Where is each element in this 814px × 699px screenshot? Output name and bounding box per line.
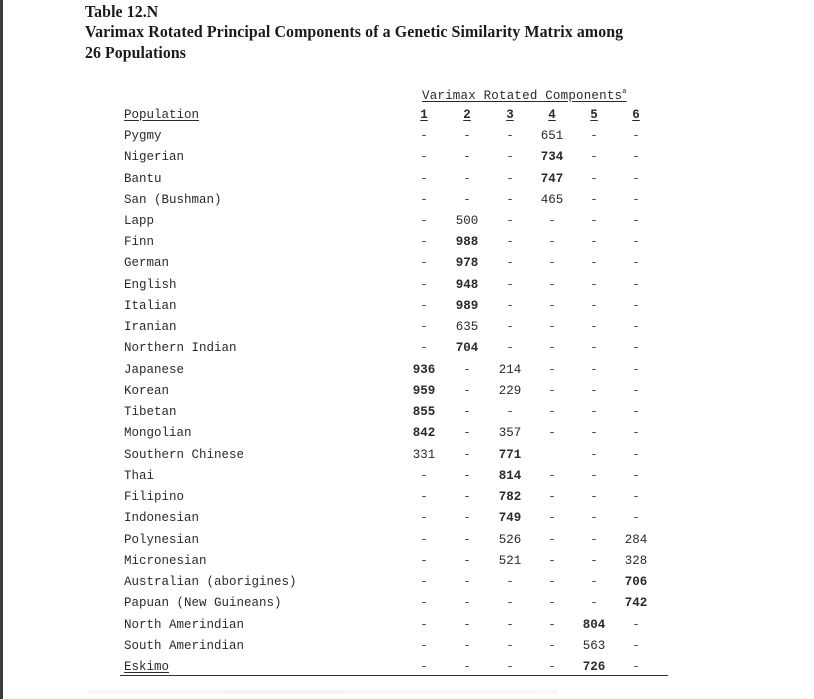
component-2-value: 500 <box>455 214 479 228</box>
component-2-value: - <box>463 405 471 420</box>
component-6-value: - <box>632 277 640 292</box>
component-6-value: - <box>632 490 640 505</box>
component-5-value: - <box>590 256 598 271</box>
component-3-value: 357 <box>498 426 522 441</box>
component-1-value: - <box>420 490 428 505</box>
component-6-value: - <box>632 617 640 632</box>
column-number-2: 2 <box>463 108 471 122</box>
component-1-value: - <box>420 277 428 292</box>
table-row <box>0 193 814 213</box>
component-2-value: 988 <box>455 235 479 250</box>
component-5-value: 726 <box>582 660 606 674</box>
component-1-value: - <box>420 596 428 611</box>
table-row <box>0 341 814 361</box>
column-number-6: 6 <box>632 108 640 122</box>
component-3-value: - <box>506 660 514 674</box>
component-3-value: - <box>506 235 514 250</box>
component-5-value: - <box>590 575 598 589</box>
component-1-value: 842 <box>412 426 436 441</box>
component-5-value: - <box>590 129 598 143</box>
component-1-value: - <box>420 511 428 526</box>
component-4-value: - <box>548 383 556 398</box>
component-5-value: - <box>590 277 598 292</box>
component-3-value: - <box>506 256 514 271</box>
component-6-value: - <box>632 638 640 653</box>
component-2-value: 704 <box>455 341 479 356</box>
table-row <box>0 554 814 574</box>
component-2-value: 948 <box>455 277 479 292</box>
component-1-value: - <box>420 660 428 674</box>
component-4-value: - <box>548 298 556 313</box>
component-5-value: - <box>590 383 598 398</box>
component-2-value: - <box>463 660 471 674</box>
component-4-value: - <box>548 638 556 653</box>
component-2-value: - <box>463 553 471 568</box>
component-1-value: - <box>420 214 428 228</box>
column-number-3: 3 <box>506 108 514 122</box>
component-1-value: - <box>420 150 428 165</box>
component-1-value: - <box>420 575 428 589</box>
component-5-value: - <box>590 532 598 547</box>
component-4-value: - <box>548 320 556 335</box>
component-5-value: 563 <box>582 638 606 653</box>
component-5-value: - <box>590 150 598 165</box>
table-row <box>0 575 814 595</box>
component-5-value: - <box>590 320 598 335</box>
component-5-value: - <box>590 192 598 207</box>
component-5-value: - <box>590 553 598 568</box>
component-4-value: - <box>548 214 556 228</box>
component-2-value: - <box>463 426 471 441</box>
component-5-value: - <box>590 490 598 505</box>
population-header: Population <box>124 108 200 122</box>
component-2-value: 635 <box>455 320 479 335</box>
component-1-value: - <box>420 298 428 313</box>
component-5-value: - <box>590 171 598 186</box>
table-row <box>0 490 814 510</box>
component-2-value: - <box>463 596 471 611</box>
table-row <box>0 448 814 468</box>
component-6-value: 706 <box>624 575 648 589</box>
component-3-value: - <box>506 638 514 653</box>
population-name: Korean <box>124 383 170 398</box>
population-name: San (Bushman) <box>124 192 222 207</box>
population-name: Papuan (New Guineans) <box>124 596 282 611</box>
component-2-value: - <box>463 575 471 589</box>
component-2-value: - <box>463 362 471 377</box>
population-name: Indonesian <box>124 511 200 526</box>
component-6-value: - <box>632 298 640 313</box>
table-row <box>0 596 814 616</box>
component-5-value: - <box>590 405 598 420</box>
table-row <box>0 256 814 276</box>
population-name: Bantu <box>124 171 162 186</box>
population-name: Pygmy <box>124 129 162 143</box>
population-name: Italian <box>124 298 177 313</box>
population-name: Mongolian <box>124 426 192 441</box>
component-4-value: - <box>548 532 556 547</box>
footnote-marker: a <box>622 88 627 96</box>
component-5-value: - <box>590 298 598 313</box>
component-6-value: - <box>632 214 640 228</box>
component-2-value: - <box>463 511 471 526</box>
component-1-value: - <box>420 235 428 250</box>
component-4-value: - <box>548 405 556 420</box>
component-3-value: - <box>506 277 514 292</box>
component-3-value: - <box>506 171 514 186</box>
component-2-value: - <box>463 468 471 483</box>
population-name: South Amerindian <box>124 638 245 653</box>
table-row <box>0 469 814 489</box>
component-2-value: - <box>463 171 471 186</box>
component-4-value: - <box>548 575 556 589</box>
component-4-value: 734 <box>540 150 564 165</box>
component-1-value: - <box>420 256 428 271</box>
population-name: German <box>124 256 170 271</box>
population-name: English <box>124 277 177 292</box>
table-row <box>0 320 814 340</box>
component-3-value: - <box>506 341 514 356</box>
component-2-value: - <box>463 447 471 462</box>
column-number-5: 5 <box>590 108 598 122</box>
component-1-value: - <box>420 532 428 547</box>
component-1-value: - <box>420 192 428 207</box>
table-row <box>0 214 814 234</box>
table-label: Table 12.N <box>85 2 159 21</box>
table-row <box>0 150 814 170</box>
population-name: Finn <box>124 235 155 250</box>
component-6-value: - <box>632 383 640 398</box>
component-2-value: - <box>463 192 471 207</box>
table-bottom-rule <box>120 675 668 676</box>
component-4-value: - <box>548 277 556 292</box>
component-5-value: - <box>590 511 598 526</box>
table-row <box>0 639 814 659</box>
component-3-value: 814 <box>498 468 522 483</box>
component-6-value: - <box>632 341 640 356</box>
component-6-value: - <box>632 256 640 271</box>
population-name: Nigerian <box>124 150 185 165</box>
population-name: Southern Chinese <box>124 447 245 462</box>
component-4-value: - <box>548 617 556 632</box>
component-2-value: - <box>463 532 471 547</box>
table-row <box>0 511 814 531</box>
component-1-value: 855 <box>412 405 436 420</box>
component-6-value: - <box>632 511 640 526</box>
component-2-value: - <box>463 383 471 398</box>
component-4-value: - <box>548 553 556 568</box>
table-title-line-1: Varimax Rotated Principal Components of a Genetic Similarity Matrix among <box>85 22 624 41</box>
component-1-value: - <box>420 553 428 568</box>
table-row <box>0 384 814 404</box>
component-3-value: - <box>506 320 514 335</box>
component-4-value: - <box>548 660 556 674</box>
table-row <box>0 533 814 553</box>
component-3-value: - <box>506 617 514 632</box>
component-5-value: - <box>590 426 598 441</box>
component-2-value: 978 <box>455 256 479 271</box>
component-3-value: - <box>506 405 514 420</box>
table-row <box>0 235 814 255</box>
component-2-value: - <box>463 617 471 632</box>
component-5-value: - <box>590 235 598 250</box>
component-1-value: - <box>420 171 428 186</box>
components-header <box>422 88 627 103</box>
component-1-value: - <box>420 468 428 483</box>
population-name: Thai <box>124 468 155 483</box>
component-6-value: - <box>632 150 640 165</box>
component-3-value: - <box>506 596 514 611</box>
component-3-value: 771 <box>498 447 522 462</box>
component-3-value: 214 <box>498 362 522 377</box>
component-1-value: - <box>420 129 428 143</box>
component-1-value: 936 <box>412 362 436 377</box>
component-4-value: - <box>548 341 556 356</box>
table-row <box>0 405 814 425</box>
component-3-value: 521 <box>498 553 522 568</box>
table-row <box>0 426 814 446</box>
component-4-value: - <box>548 596 556 611</box>
component-2-value: - <box>463 490 471 505</box>
component-5-value: - <box>590 596 598 611</box>
component-6-value: - <box>632 468 640 483</box>
component-3-value: - <box>506 298 514 313</box>
population-name: Micronesian <box>124 553 207 568</box>
component-2-value: - <box>463 129 471 143</box>
component-3-value: 782 <box>498 490 522 505</box>
population-name: Eskimo <box>124 660 170 674</box>
component-4-value: 465 <box>540 192 564 207</box>
component-6-value: - <box>632 171 640 186</box>
component-1-value: - <box>420 320 428 335</box>
population-name: North Amerindian <box>124 617 245 632</box>
component-6-value: - <box>632 192 640 207</box>
table-row <box>0 299 814 319</box>
component-1-value: - <box>420 341 428 356</box>
component-6-value: - <box>632 362 640 377</box>
component-6-value: - <box>632 320 640 335</box>
component-4-value: - <box>548 362 556 377</box>
component-6-value: - <box>632 405 640 420</box>
component-4-value: - <box>548 426 556 441</box>
component-6-value: - <box>632 129 640 143</box>
component-2-value: - <box>463 150 471 165</box>
population-name: Lapp <box>124 214 155 228</box>
component-4-value: 651 <box>540 129 564 143</box>
population-name: Japanese <box>124 362 185 377</box>
component-3-value: - <box>506 129 514 143</box>
component-5-value: - <box>590 341 598 356</box>
table-title-line-2: 26 Populations <box>85 43 187 62</box>
population-name: Northern Indian <box>124 341 237 356</box>
population-name: Filipino <box>124 490 185 505</box>
component-6-value: - <box>632 235 640 250</box>
table-row <box>0 278 814 298</box>
cutoff-footnote-text <box>88 690 558 694</box>
population-name: Australian (aborigines) <box>124 575 297 589</box>
component-1-value: 331 <box>412 447 436 462</box>
population-name: Iranian <box>124 320 177 335</box>
component-4-value: 747 <box>540 171 564 186</box>
component-6-value: 284 <box>624 532 648 547</box>
component-4-value: - <box>548 235 556 250</box>
component-3-value: 526 <box>498 532 522 547</box>
component-3-value: - <box>506 192 514 207</box>
population-name: Polynesian <box>124 532 200 547</box>
component-5-value: - <box>590 362 598 377</box>
component-6-value: 742 <box>624 596 648 611</box>
column-number-4: 4 <box>548 108 556 122</box>
component-5-value: - <box>590 468 598 483</box>
table-row <box>0 129 814 149</box>
component-3-value: - <box>506 214 514 228</box>
component-4-value: - <box>548 468 556 483</box>
table-row <box>0 618 814 638</box>
population-name: Tibetan <box>124 405 177 420</box>
table-row <box>0 172 814 192</box>
component-2-value: - <box>463 638 471 653</box>
component-6-value: - <box>632 660 640 674</box>
table-row <box>0 660 814 680</box>
component-5-value: 804 <box>582 617 606 632</box>
component-3-value: 229 <box>498 383 522 398</box>
component-4-value: - <box>548 256 556 271</box>
component-4-value: - <box>548 511 556 526</box>
components-header-text: Varimax Rotated Components <box>422 89 623 103</box>
component-3-value: - <box>506 150 514 165</box>
component-6-value: - <box>632 447 640 462</box>
component-6-value: 328 <box>624 553 648 568</box>
component-3-value: - <box>506 575 514 589</box>
component-3-value: 749 <box>498 511 522 526</box>
component-2-value: 989 <box>455 298 479 313</box>
component-1-value: - <box>420 617 428 632</box>
component-4-value: - <box>548 490 556 505</box>
component-1-value: 959 <box>412 383 436 398</box>
table-row <box>0 363 814 383</box>
component-5-value: - <box>590 214 598 228</box>
component-1-value: - <box>420 638 428 653</box>
component-5-value: - <box>590 447 598 462</box>
component-6-value: - <box>632 426 640 441</box>
column-number-1: 1 <box>420 108 428 122</box>
